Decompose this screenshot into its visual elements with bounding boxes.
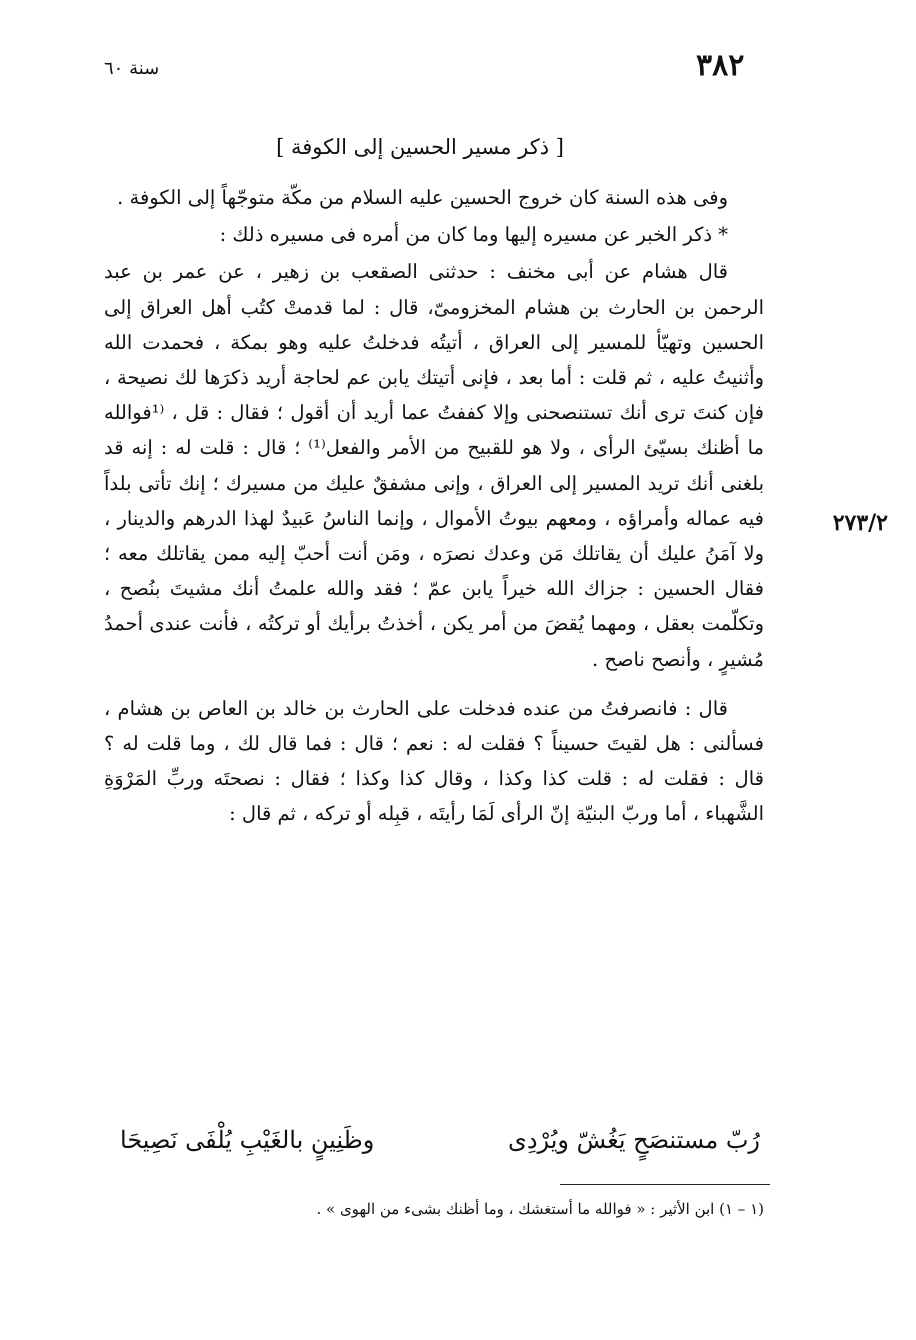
poetry-verse: [120, 1118, 760, 1162]
paragraph-intro: وفى هذه السنة كان خروج الحسين عليه السلام من مكّة متوجّهاً إلى الكوفة .: [117, 186, 728, 209]
verse-hemistich-second: وظَنِينٍ بالغَيْبِ يُلْفَى نَصِيحَا: [120, 1126, 375, 1154]
body-text: [104, 180, 764, 846]
section-heading: [ ذكر مسير الحسين إلى الكوفة ]: [276, 135, 564, 159]
paragraph-subheading: * ذكر الخبر عن مسيره إليها وما كان من أمره فى مسيره ذلك :: [219, 223, 728, 247]
running-header-year: سنة ٦٠: [104, 58, 160, 79]
paragraph-narration: قال هشام عن أبى مخنف : حدثنى الصقعب بن زهير ، عن عمر بن عبد الرحمن بن الحارث بن هشام المخزومىّ، قال : لما قدمتْ كتُب أهل العراق إلى الحسين وتهيّأ للمسير إلى العراق ، أتيتُه فدخلتُ عليه وهو بمكة ، فحمدت الله وأثنيتُ عليه ، ثم قلت : أما بعد ، فإنى أتيتك يابن عم لحاجة أريد ذكرَها لك نصيحة ، فإن كنتَ ترى أنك تستنصحنى وإلا كففتُ عما أريد أن أقول ؛ فقال : قل ، ⁽¹فوالله ما أظنك بسيّئ الرأى ، ولا هو للقبيح من الأمر والفعل⁽¹⁾ ؛ قال : قلت له : إنه قد بلغنى أنك تريد المسير إلى العراق ، وإنى مشفقٌ عليك من مسيرك ؛ إنك تأتى بلداً فيه عماله وأمراؤه ، ومعهم بيوتُ الأموال ، وإنما الناسُ عَبيدٌ لهذا الدرهم والدينار ، ولا آمَنُ عليك أن يقاتلك مَن وعدك نصرَه ، ومَن أنت أحبّ إليه ممن يقاتلك معه ؛ فقال الحسين : جزاك الله خيراً يابن عمّ ؛ فقد والله علمتُ أنك مشيتَ بنُصح ، وتكلّمت بعقل ، ومهما يُقضَ من أمر يكن ، أخذتُ برأيك أو تركتُه ، فأنت عندى أحمدُ مُشيرٍ ، وأنصح ناصح .: [104, 260, 764, 671]
page-number: ٣٨٢: [696, 48, 745, 83]
margin-reference: ٢٧٣/٢: [832, 510, 888, 536]
footnote-divider: [560, 1184, 770, 1185]
paragraph-continuation: قال : فانصرفتُ من عنده فدخلت على الحارث بن خالد بن العاص بن هشام ، فسألنى : هل لقيتَ حسيناً ؟ فقلت له : نعم ؛ قال : فما قال لك ، وما قلت له ؟ قال : فقلت له : قلت كذا وكذا ، وقال كذا وكذا ؛ فقال : نصحتَه وربِّ المَرْوَةِ الشَّهباء ، أما وربّ البنيّة إنّ الرأى لَمَا رأيتَه ، قبِله أو تركه ، ثم قال :: [104, 696, 764, 826]
footnote: (١ – ١) ابن الأثير : « فوالله ما أستغشك ، وما أظنك بشىء من الهوى » .: [316, 1200, 764, 1218]
verse-hemistich-first: رُبّ مستنصَحٍ يَغُشّ ويُرْدِى: [508, 1126, 760, 1154]
